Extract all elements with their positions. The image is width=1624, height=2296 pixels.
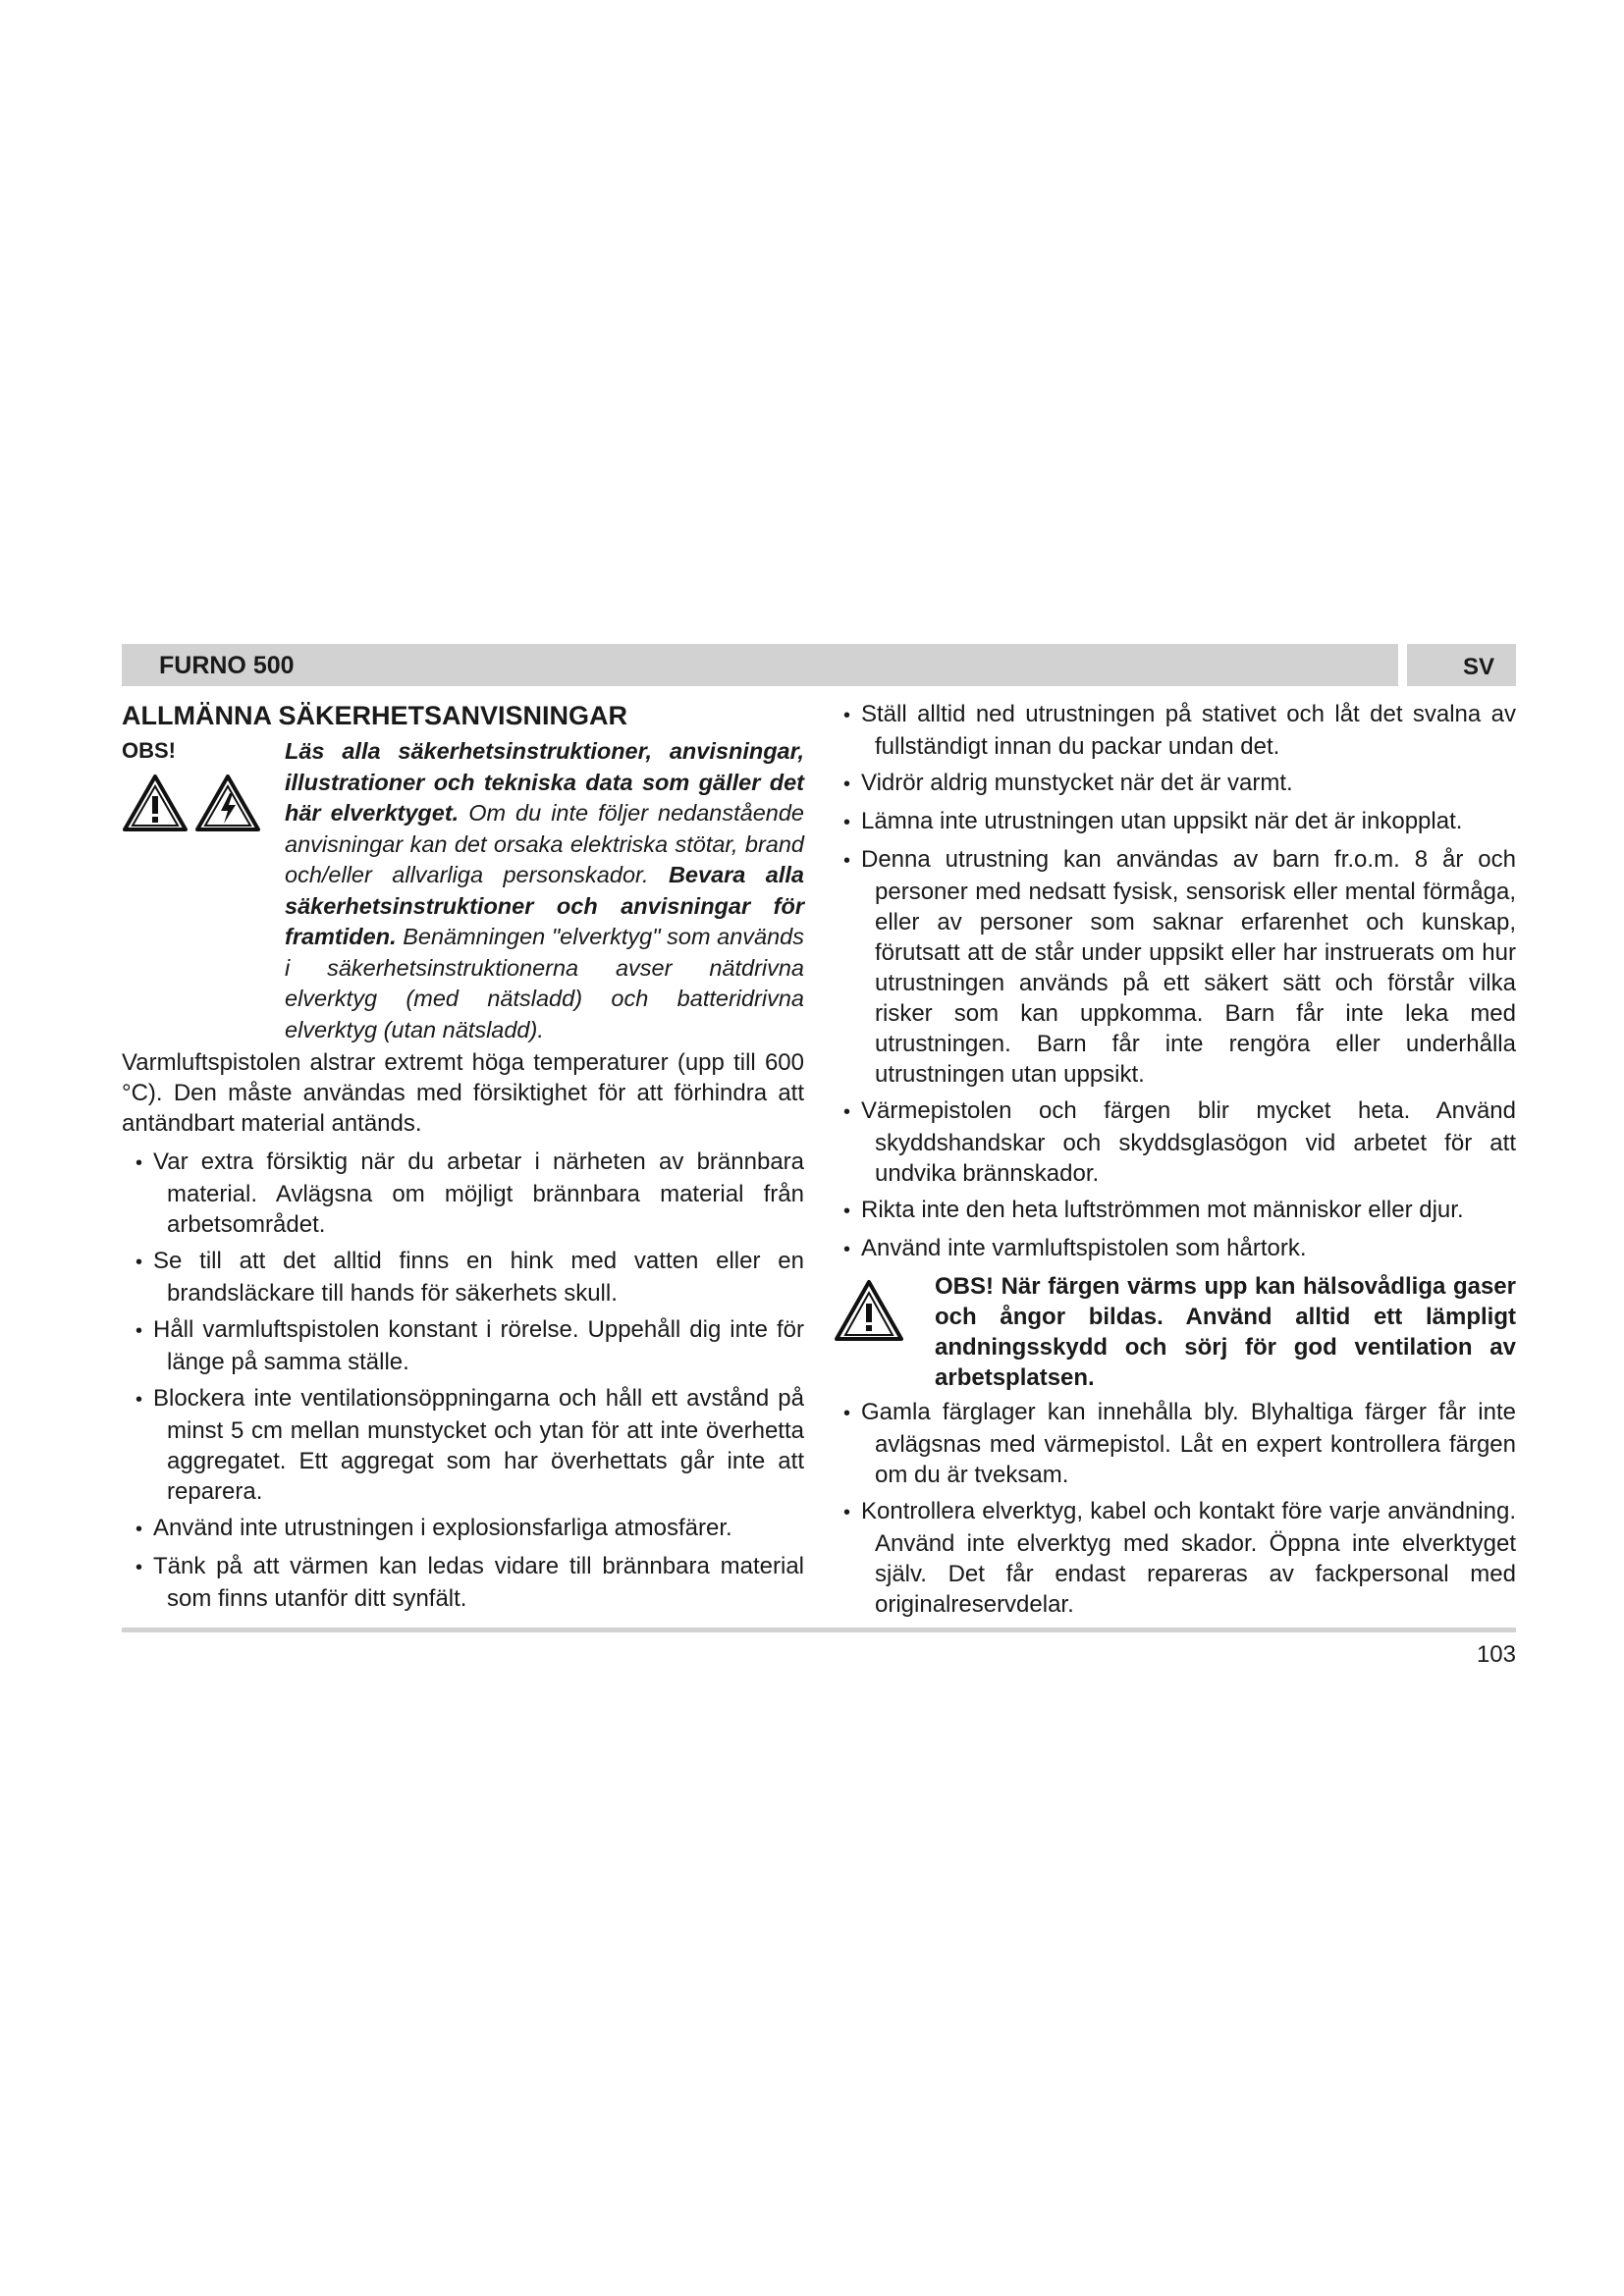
- list-item: • Använd inte varmluftspistolen som hårtork.: [828, 1233, 1516, 1265]
- list-item: • Var extra försiktig när du arbetar i närheten av brännbara material. Avlägsna om möjligt brännbara material från arbetsområdet.: [122, 1147, 804, 1240]
- obs-side: [122, 736, 279, 832]
- product-title: FURNO 500: [159, 652, 295, 679]
- right-column: [828, 699, 1516, 1626]
- list-item: • Ställ alltid ned utrustningen på stativet och låt det svalna av fullständigt innan du packar undan det.: [828, 699, 1516, 762]
- list-item: • Håll varmluftspistolen konstant i rörelse. Uppehåll dig inte för länge på samma ställe.: [122, 1314, 804, 1377]
- warning-icons: [122, 774, 279, 832]
- obs-notice: [122, 736, 804, 1045]
- obs-text: [285, 736, 804, 1045]
- header-bar: [122, 644, 1398, 686]
- language-tag: [1407, 644, 1516, 686]
- list-item: • Värmepistolen och färgen blir mycket heta. Använd skyddshandskar och skyddsglasögon vid arbetet för att undvika brännskador.: [828, 1095, 1516, 1189]
- list-item: • Blockera inte ventilationsöppningarna och håll ett avstånd på minst 5 cm mellan munstycket och ytan för att inte överhetta aggregatet. Ett aggregat som har överhettats går inte att reparera.: [122, 1383, 804, 1507]
- left-bullet-list: [122, 1147, 804, 1614]
- intro-paragraph: Varmluftspistolen alstrar extremt höga temperaturer (upp till 600 °C). Den måste användas med försiktighet för att förhindra att antändbart material antänds.: [122, 1049, 804, 1137]
- list-item: • Denna utrustning kan användas av barn fr.o.m. 8 år och personer med nedsatt fysisk, sensorisk eller mental förmåga, eller av personer som saknar erfarenhet och kunskap, förutsatt att de står under uppsikt eller har instruerats om hur utrustningen används på ett säkert sätt och förstår vilka risker som kan uppkomma. Barn får inte leka med utrustningen. Barn får inte rengöra eller underhålla utrustningen utan uppsikt.: [828, 844, 1516, 1090]
- left-column: [122, 699, 804, 1620]
- list-item: • Lämna inte utrustningen utan uppsikt när det är inkopplat.: [828, 806, 1516, 838]
- list-item: • Kontrollera elverktyg, kabel och kontakt före varje användning. Använd inte elverktyg med skador. Öppna inte elverktyget själv. Det får endast repareras av fackpersonal med originalreservdelar.: [828, 1496, 1516, 1620]
- lightning-triangle-icon: [194, 774, 261, 832]
- obs-normal-1: Om du inte följer nedanstående anvisningar kan det orsaka elektriska stötar, brand och/eller allvarliga personskador.: [285, 800, 804, 887]
- warning-icon-wrap: [834, 1279, 904, 1350]
- right-bullet-list-bottom: [828, 1397, 1516, 1620]
- obs-bold-2: Bevara alla säkerhetsinstruktioner och anvisningar för framtiden.: [285, 862, 804, 949]
- warning-text: OBS! När färgen värms upp kan hälsovådliga gaser och ångor bildas. Använd alltid ett lämpligt andningsskydd och sörj för god ventilation av arbetsplatsen.: [935, 1273, 1516, 1391]
- list-item: • Vidrör aldrig munstycket när det är varmt.: [828, 768, 1516, 800]
- paint-fumes-warning: [828, 1271, 1516, 1393]
- obs-bold-1: Läs alla säkerhetsinstruktioner, anvisningar, illustrationer och tekniska data som gäller det här elverktyget.: [285, 738, 804, 826]
- list-item: • Använd inte utrustningen i explosionsfarliga atmosfärer.: [122, 1513, 804, 1545]
- list-item: • Se till att det alltid finns en hink med vatten eller en brandsläckare till hands för säkerhets skull.: [122, 1246, 804, 1308]
- footer-divider: [122, 1628, 1516, 1632]
- page-number: 103: [1476, 1641, 1516, 1668]
- list-item: • Rikta inte den heta luftströmmen mot människor eller djur.: [828, 1195, 1516, 1227]
- obs-label: OBS!: [122, 738, 176, 763]
- exclamation-triangle-icon: [122, 774, 189, 832]
- list-item: • Tänk på att värmen kan ledas vidare till brännbara material som finns utanför ditt synfält.: [122, 1551, 804, 1614]
- obs-normal-2: Benämningen "elverktyg" som används i säkerhetsinstruktionerna avser nätdrivna elverktyg (med nätsladd) och batteridrivna elverktyg (utan nätsladd).: [285, 924, 804, 1042]
- exclamation-triangle-icon: [834, 1279, 904, 1342]
- right-bullet-list-top: [828, 699, 1516, 1265]
- list-item: • Gamla färglager kan innehålla bly. Blyhaltiga färger får inte avlägsnas med värmepistol. Låt en expert kontrollera färgen om du är tveksam.: [828, 1397, 1516, 1490]
- section-title: ALLMÄNNA SÄKERHETSANVISNINGAR: [122, 701, 628, 730]
- language-code: SV: [1462, 654, 1494, 680]
